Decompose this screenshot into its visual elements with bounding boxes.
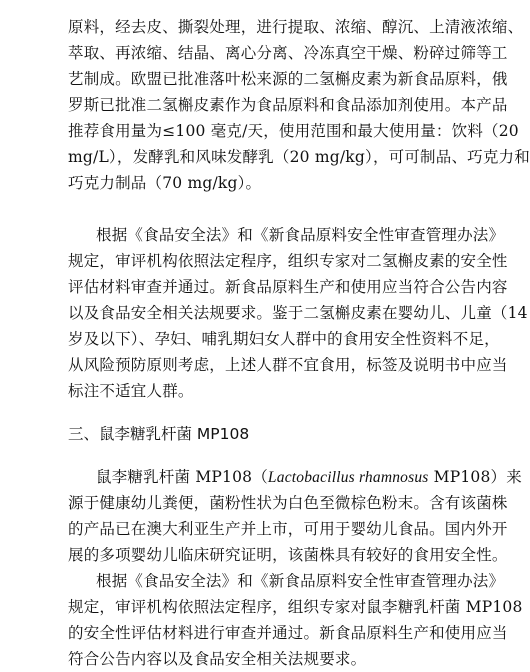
paragraph-3-line-1-post: MP108）来 xyxy=(428,468,522,486)
paragraph-1-line-3: 艺制成。欧盟已批准落叶松来源的二氢槲皮素为新食品原料，俄 xyxy=(68,70,508,88)
paragraph-2-line-4: 以及食品安全相关法规要求。鉴于二氢槲皮素在婴幼儿、儿童（14 xyxy=(68,304,528,322)
paragraph-3-line-4: 展的多项婴幼儿临床研究证明，该菌株具有较好的食用安全性。 xyxy=(68,546,508,564)
paragraph-3-line-2: 源于健康幼儿粪便，菌粉性状为白色至微棕色粉末。含有该菌株 xyxy=(68,494,508,512)
paragraph-2-line-3: 评估材料审查并通过。新食品原料生产和使用应当符合公告内容 xyxy=(68,278,508,296)
paragraph-2-line-7: 标注不适宜人群。 xyxy=(68,382,194,400)
paragraph-1-line-7: 巧克力制品（70 mg/kg）。 xyxy=(68,174,262,192)
paragraph-2-line-1: 根据《食品安全法》和《新食品原料安全性审查管理办法》 xyxy=(96,226,505,244)
section-heading: 三、鼠李糖乳杆菌 MP108 xyxy=(68,425,250,443)
paragraph-3-line-1 xyxy=(96,464,522,491)
paragraph-3-line-1-pre: 鼠李糖乳杆菌 MP108（ xyxy=(96,468,268,486)
species-name: Lactobacillus rhamnosus xyxy=(267,469,429,486)
paragraph-1-line-6: mg/L），发酵乳和风味发酵乳（20 mg/kg），可可制品、巧克力和 xyxy=(68,148,530,166)
paragraph-4-line-4: 符合公告内容以及食品安全相关法规要求。 xyxy=(68,650,367,668)
paragraph-1-line-4: 罗斯已批准二氢槲皮素作为食品原料和食品添加剂使用。本产品 xyxy=(68,96,508,114)
paragraph-4-line-3: 的安全性评估材料进行审查并通过。新食品原料生产和使用应当 xyxy=(68,624,508,642)
paragraph-2-line-5: 岁及以下）、孕妇、哺乳期妇女人群中的食用安全性资料不足， xyxy=(68,330,500,348)
paragraph-4-line-2: 规定，审评机构依照法定程序，组织专家对鼠李糖乳杆菌 MP108 xyxy=(68,598,523,616)
paragraph-2-line-6: 从风险预防原则考虑，上述人群不宜食用，标签及说明书中应当 xyxy=(68,356,508,374)
paragraph-1-line-2: 萃取、再浓缩、结晶、离心分离、冷冻真空干燥、粉碎过筛等工 xyxy=(68,44,508,62)
paragraph-2-line-2: 规定，审评机构依照法定程序，组织专家对二氢槲皮素的安全性 xyxy=(68,252,508,270)
paragraph-1-line-5: 推荐食用量为≤100 毫克/天，使用范围和最大使用量：饮料（20 xyxy=(68,122,519,140)
paragraph-3-line-3: 的产品已在澳大利亚生产并上市，可用于婴幼儿食品。国内外开 xyxy=(68,520,508,538)
paragraph-1-line-1: 原料，经去皮、撕裂处理，进行提取、浓缩、醇沉、上清液浓缩、 xyxy=(68,18,524,36)
paragraph-4-line-1: 根据《食品安全法》和《新食品原料安全性审查管理办法》 xyxy=(96,572,505,590)
